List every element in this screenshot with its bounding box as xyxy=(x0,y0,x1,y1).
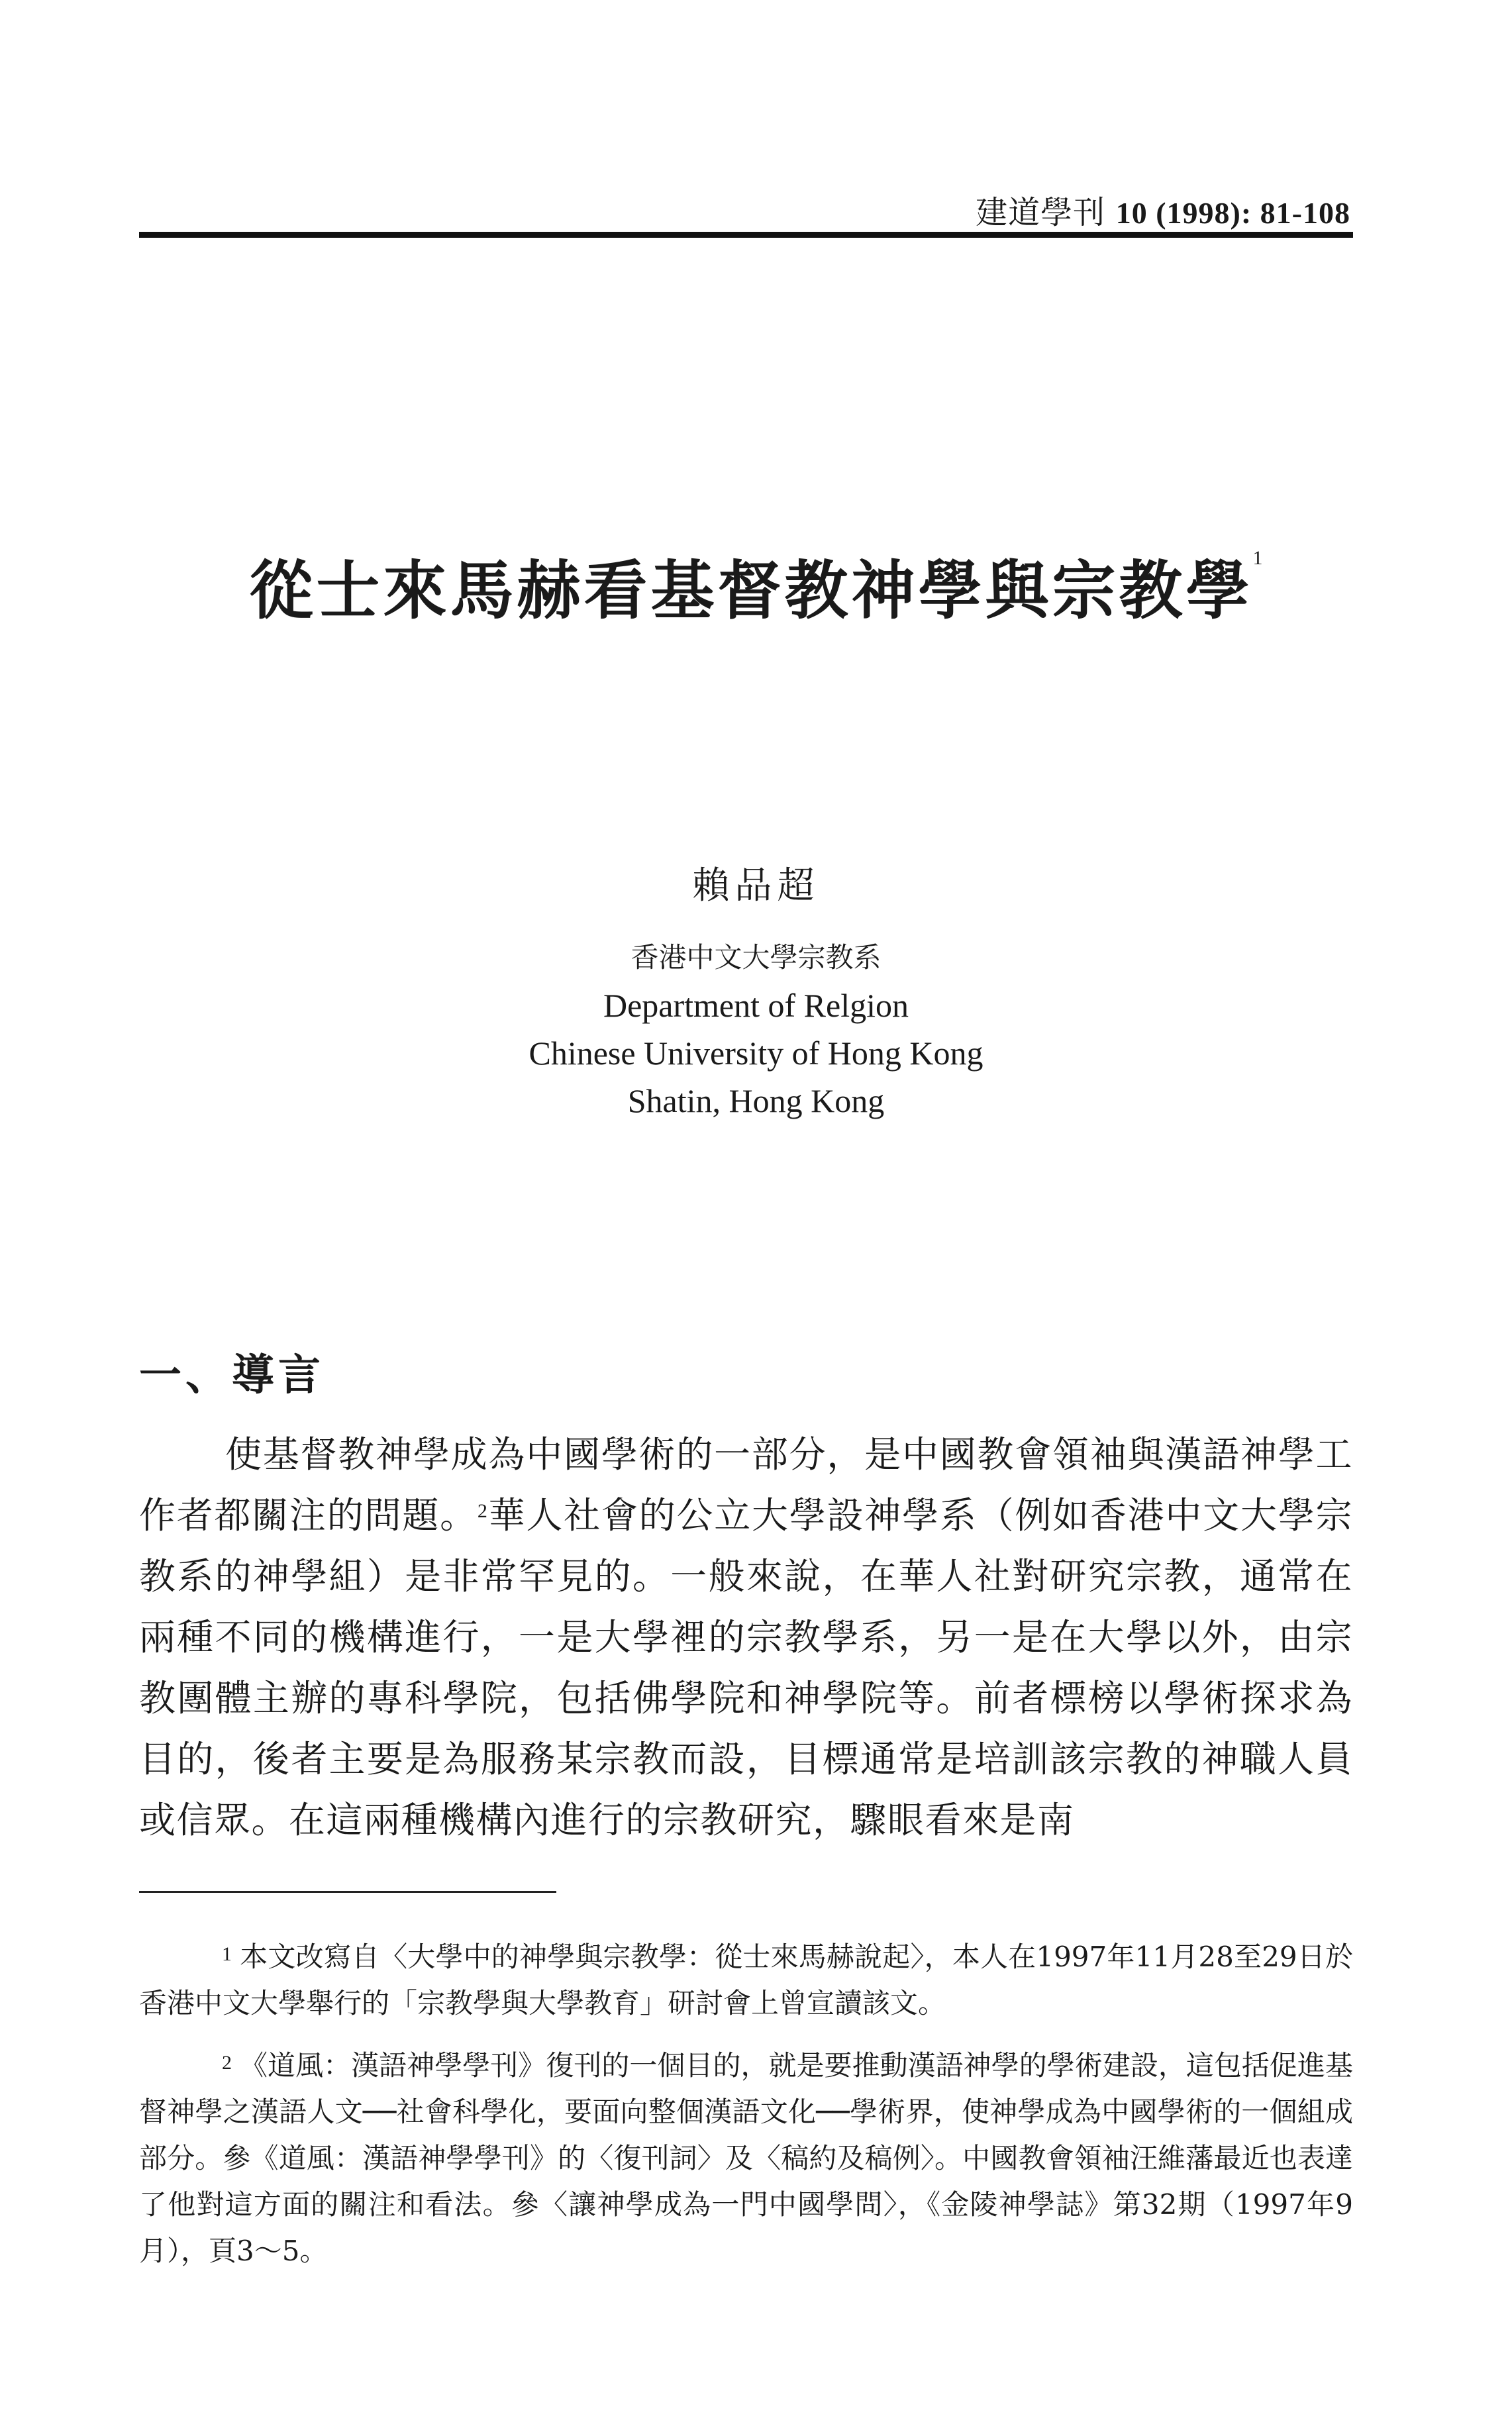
footnote-ref-2[interactable]: 2 xyxy=(477,1500,489,1522)
section-heading: 一、導言 xyxy=(139,1351,325,1400)
footnote-number: 1 xyxy=(222,1943,232,1965)
affiliation-university: Chinese University of Hong Kong xyxy=(529,1035,983,1072)
affiliation-chinese: 香港中文大學宗教系 xyxy=(630,941,882,974)
footnote-text: 本文改寫自〈大學中的神學與宗教學：從士來馬赫說起〉，本人在1997年11月28至29日於香港中文大學舉行的「宗教學與大學教育」研討會上曾宣讀該文。 xyxy=(139,1941,1353,2019)
article-title xyxy=(0,547,1512,629)
body-paragraph xyxy=(139,1424,1353,1850)
paragraph-text-part1: 使基督教神學成為中國學術的一部分，是中國教會領袖與漢語神學工作者都關注的問題。 xyxy=(139,1433,1353,1537)
footnotes xyxy=(139,1934,1353,2290)
affiliation-department: Department of Relgion xyxy=(603,987,909,1024)
paragraph-text-part2: 華人社會的公立大學設神學系（例如香港中文大學宗教系的神學組）是非常罕見的。一般來說，在華人社對研究宗教，通常在兩種不同的機構進行，一是大學裡的宗教學系，另一是在大學以外，由宗教團體主辦的專科學院，包括佛學院和神學院等。前者標榜以學術探求為目的，後者主要是為服務某宗教而設，目標通常是培訓該宗教的神職人員或信眾。在這兩種機構內進行的宗教研究，驟眼看來是南 xyxy=(139,1494,1353,1841)
title-footnote-mark[interactable]: 1 xyxy=(1252,547,1263,569)
issue-reference: 10 (1998): 81-108 xyxy=(1115,196,1350,230)
author-affiliation xyxy=(0,934,1512,1125)
footnote-text: 《道風：漢語神學學刊》復刊的一個目的，就是要推動漢語神學的學術建設，這包括促進基督神學之漢語人文──社會科學化，要面向整個漢語文化──學術界，使神學成為中國學術的一個組成部分。參《道風：漢語神學學刊》的〈復刊詞〉及〈稿約及稿例〉。中國教會領袖汪維藩最近也表達了他對這方面的關注和看法。參〈讓神學成為一門中國學問〉，《金陵神學誌》第32期（1997年9月），頁3～5。 xyxy=(139,2049,1353,2267)
journal-name: 建道學刊 xyxy=(976,194,1106,231)
article-title-text: 從士來馬赫看基督教神學與宗教學 xyxy=(249,554,1253,628)
journal-header xyxy=(976,187,1350,232)
footnote-separator xyxy=(139,1891,556,1893)
footnote-1 xyxy=(139,1934,1353,2027)
affiliation-location: Shatin, Hong Kong xyxy=(627,1082,885,1119)
author-name: 賴品超 xyxy=(692,864,820,907)
footnote-number: 2 xyxy=(222,2052,232,2074)
footnote-2 xyxy=(139,2043,1353,2274)
header-rule xyxy=(139,232,1353,238)
